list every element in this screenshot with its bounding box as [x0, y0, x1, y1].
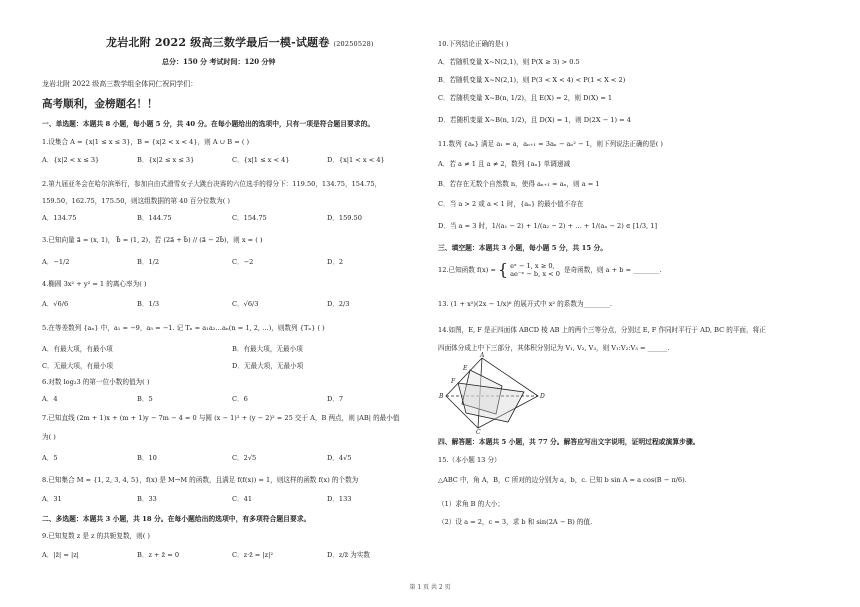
question-10-option-b: B．若随机变量 X~N(2,1)，则 P(3 < X < 4) < P(1 < X < 2)	[438, 76, 626, 84]
question-2-options	[42, 214, 422, 222]
option-c: C．2√5	[232, 454, 257, 462]
question-8-options	[42, 495, 422, 503]
option-d: D．159.50	[327, 214, 362, 222]
option-c: C．{x|1 ≤ x < 4}	[232, 156, 290, 164]
section-3-heading: 三、填空题：本题共 3 小题，每小题 5 分，共 15 分。	[438, 244, 608, 252]
question-15-part-1: （1）求角 B 的大小；	[438, 500, 504, 508]
option-b: B．10	[137, 454, 157, 462]
option-d: D．2/3	[327, 300, 350, 308]
brace-icon: {	[497, 260, 509, 280]
question-3-options	[42, 258, 422, 266]
option-a: A．5	[42, 454, 58, 462]
option-b: B．5	[137, 395, 153, 403]
exam-title	[106, 36, 374, 50]
section-2-heading: 二、多选题：本题共 3 小题，共 18 分。在每小题给出的选项中，有多项符合题目要求。	[42, 515, 311, 523]
option-c: C．6	[232, 395, 248, 403]
option-b: B．144.75	[137, 214, 172, 222]
case-2: ae⁻ˣ − b, x < 0	[510, 270, 560, 279]
question-4-options	[42, 300, 422, 308]
question-5-options-row2	[42, 362, 422, 370]
question-10-option-d: D．若随机变量 X~B(n, 1/2)，且 D(X) = 1，则 D(2X − 1) = 4	[438, 116, 631, 124]
exam-meta: 总分：150 分 考试时间：120 分钟	[162, 57, 276, 66]
question-15: 15.（本小题 13 分）	[438, 456, 501, 464]
option-b: B．z + z̄ = 0	[137, 551, 180, 559]
label-d: D	[540, 393, 545, 400]
question-15-part-2: （2）设 a = 2，c = 3，求 b 和 sin(2A − B) 的值.	[438, 518, 593, 526]
question-7-line1: 7.已知直线 (2m + 1)x + (m + 1)y − 7m − 4 = 0 与圆 (x − 1)² + (y − 2)² = 25 交于 A，B 两点，则 |AB| 的最小值	[42, 414, 400, 422]
option-a: A．|z̄| = |z|	[42, 551, 79, 559]
question-12	[438, 262, 662, 278]
question-11-option-a: A．若 a ≠ 1 且 a ≠ 2，数列 {aₙ} 单调递减	[438, 160, 571, 168]
section-4-heading: 四、解答题：本题共 5 小题，共 77 分。解答应写出文字说明，证明过程或演算步骤。	[438, 438, 700, 446]
option-a: A．√6/6	[42, 300, 69, 308]
question-12-prefix: 12.已知函数 f(x) =	[438, 266, 496, 275]
option-b: B．{x|2 ≤ x ≤ 3}	[137, 156, 195, 164]
case-1: eˣ − 1, x ≥ 0,	[510, 262, 555, 270]
question-1-options	[42, 156, 422, 164]
label-c: C	[476, 429, 481, 434]
motto: 高考顺利，金榜题名！！	[42, 98, 158, 110]
option-a: A．{x|2 < x ≤ 3}	[42, 156, 100, 164]
question-11-option-d: D．当 a = 3 时，1/(a₁ − 2) + 1/(a₂ − 2) + … + 1/(aₙ − 2) ∈ [1/3, 1]	[438, 222, 658, 230]
label-e: E	[463, 365, 468, 372]
question-11-option-c: C．当 a > 2 或 a < 1 时，{aₙ} 的最小值不存在	[438, 200, 584, 208]
question-10-option-a: A．若随机变量 X~N(2,1)，则 P(X ≥ 3) > 0.5	[438, 58, 580, 66]
option-a: A．4	[42, 395, 58, 403]
option-d: D．4√5	[327, 454, 352, 462]
option-a: A．134.75	[42, 214, 77, 222]
question-4: 4.椭圆 3x² + y² = 1 的离心率为( )	[42, 280, 147, 288]
question-6-options	[42, 395, 422, 403]
option-d: D．133	[327, 495, 352, 503]
question-2-line2: 159.50，162.75，175.50，则这组数据的第 40 百分位数为( )	[42, 197, 230, 205]
section-plane-f	[458, 383, 524, 422]
piecewise-cases	[510, 262, 560, 278]
tetrahedron-figure	[438, 352, 548, 434]
question-3: 3.已知向量 a⃗ = (x, 1)， b⃗ = (1, 2)，若 (2a⃗ + b⃗) // (a⃗ − 2b⃗)，则 x = ( )	[42, 236, 263, 244]
option-d: D．z/z̄ 为实数	[327, 551, 370, 559]
option-c: C．41	[232, 495, 253, 503]
question-15-stem: △ABC 中，角 A，B，C 所对的边分别为 a，b，c. 已知 b sin A = a cos(B − π/6).	[438, 476, 687, 484]
option-b: B．1/2	[137, 258, 160, 266]
question-1: 1.设集合 A = {x|1 ≤ x ≤ 3}，B = {x|2 < x < 4}，则 A ∪ B = ( )	[42, 138, 250, 146]
option-d: D．2	[327, 258, 344, 266]
option-a: A．有最大项，有最小项	[42, 345, 113, 353]
label-b: B	[439, 393, 444, 400]
question-2-line1: 2.第九届亚冬会在哈尔滨举行，参加自由式滑雪女子大跳台决赛的六位选手的得分下：119.50，134.75，154.75，	[42, 180, 382, 188]
option-c: C．√6/3	[232, 300, 259, 308]
question-7-line2: 为( )	[42, 433, 56, 441]
question-9-options	[42, 551, 422, 559]
question-7-options	[42, 454, 422, 462]
question-8: 8.已知集合 M = {1, 2, 3, 4, 5}，f(x) 是 M→M 的函数，且满足 f(f(x)) = 1，则这样的函数 f(x) 的个数为	[42, 476, 359, 484]
title-text: 龙岩北附 2022 级高三数学最后一模-试题卷	[106, 36, 330, 49]
title-code: (20250528)	[333, 40, 374, 48]
option-b: B．1/3	[137, 300, 160, 308]
question-13: 13. (1 + x²)(2x − 1/x)⁶ 的展开式中 x² 的系数为________.	[438, 300, 613, 308]
option-d: D．{x|1 < x < 4}	[327, 156, 385, 164]
option-c: C．z·z̄ = |z|²	[232, 551, 273, 559]
option-b: B．33	[137, 495, 157, 503]
greeting: 龙岩北附 2022 级高三数学组全体同仁祝同学们：	[42, 80, 198, 88]
section-1-heading: 一、单选题：本题共 8 小题，每小题 5 分，共 40 分。在每小题给出的选项中，只有一项是符合题目要求的。	[42, 120, 375, 128]
option-b: B．有最大项，无最小项	[232, 345, 303, 353]
question-14-line1: 14.如图，E, F 是正四面体 ABCD 棱 AB 上的两个三等分点，分别过 E, F 作同时平行于 AD, BC 的平面，将正	[438, 326, 766, 334]
question-6: 6.对数 log₂3 的第一位小数的值为( )	[42, 378, 150, 386]
option-c: C．−2	[232, 258, 254, 266]
question-11-option-b: B．若存在无数个自然数 n，使得 aₙ₊₁ = aₙ，则 a = 1	[438, 180, 600, 188]
option-a: A．31	[42, 495, 62, 503]
question-11: 11.数列 {aₙ} 满足 a₁ = a，aₙ₊₁ = 3aₙ − aₙ² − 1，则下列说法正确的是( )	[438, 140, 663, 148]
option-d: D．无最大项，无最小项	[232, 362, 304, 370]
option-a: A．−1/2	[42, 258, 70, 266]
question-5: 5.在等差数列 {aₙ} 中，a₁ = −9，a₅ = −1. 记 Tₙ = a₁a₂…aₙ(n = 1, 2, …)，则数列 {Tₙ} ( )	[42, 324, 325, 332]
question-10: 10.下列结论正确的是( )	[438, 40, 509, 48]
page-footer: 第 1 页 共 2 页	[409, 584, 451, 591]
option-c: C．无最大项，有最小项	[42, 362, 113, 370]
question-9: 9.已知复数 z 是 z 的共轭复数，则( )	[42, 532, 150, 540]
question-12-suffix: 是奇函数，则 a + b = ________.	[563, 266, 662, 275]
question-5-options-row1	[42, 345, 422, 353]
label-f: F	[451, 378, 456, 385]
option-c: C．154.75	[232, 214, 267, 222]
question-14-line2: 四面体分成上中下三部分，其体积分别记为 V₁, V₂, V₃，则 V₁:V₂:V₃ = ______.	[438, 344, 670, 352]
option-d: D．7	[327, 395, 344, 403]
label-a: A	[480, 352, 485, 359]
question-10-option-c: C．若随机变量 X~B(n, 1/2)，且 E(X) = 2，则 D(X) = 1	[438, 94, 613, 102]
